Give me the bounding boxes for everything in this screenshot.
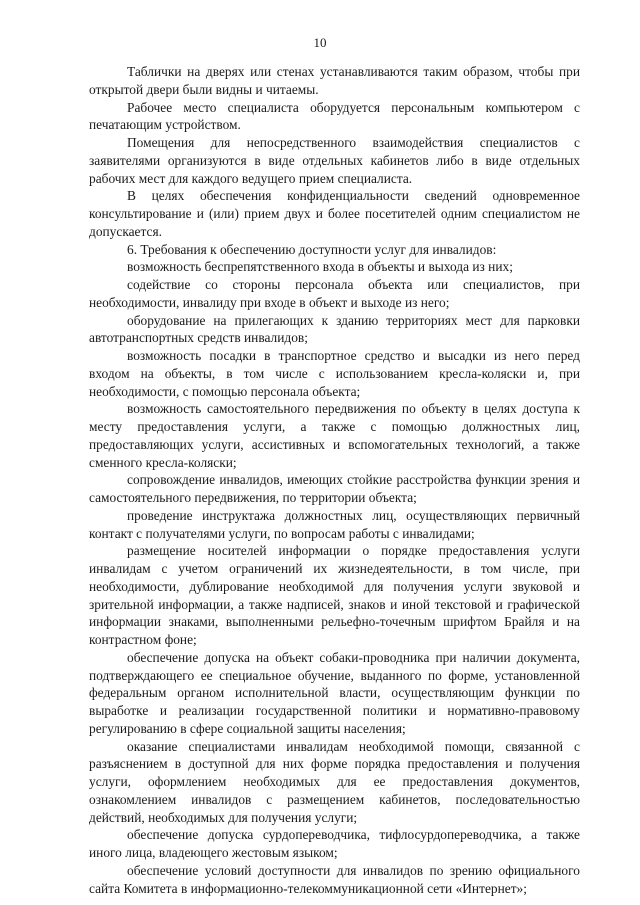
list-item-guide-dog: обеспечение допуска на объект собаки-проводника при наличии документа, подтверждающего ее специальное обучение, выданного по форме, установленной федеральным органом исполнительной власти, осуществляющим функции по выработке и реализации государственной политики и нормативно-правовому регулированию в сфере социальной защиты населения; — [89, 649, 580, 736]
paragraph-confidentiality: В целях обеспечения конфиденциальности сведений одновременное консультирование и (или) прием двух и более посетителей одним специалистом не допускается. — [89, 188, 580, 239]
list-item-independent-movement: возможность самостоятельного передвижения по объекту в целях доступа к месту предоставления услуги, а также с помощью должностных лиц, предоставляющих услуги, ассистивных и вспомогательных технологий, а также сменного кресла-коляски; — [89, 401, 580, 470]
list-item-staff-assistance: содействие со стороны персонала объекта или специалистов, при необходимости, инвалиду при входе в объект и выходе из него; — [89, 277, 580, 310]
list-item-sign-interpreter: обеспечение допуска сурдопереводчика, тифлосурдопереводчика, а также иного лица, владеющего жестовым языком; — [89, 827, 580, 860]
list-item-escort: сопровождение инвалидов, имеющих стойкие расстройства функции зрения и самостоятельного передвижения, по территории объекта; — [89, 472, 580, 505]
list-item-website-accessibility: обеспечение условий доступности для инвалидов по зрению официального сайта Комитета в информационно-телекоммуникационной сети «Интернет»; — [89, 862, 580, 896]
list-item-staff-briefing: проведение инструктажа должностных лиц, осуществляющих первичный контакт с получателями услуги, по вопросам работы с инвалидами; — [89, 507, 580, 541]
list-item-vehicle-boarding: возможность посадки в транспортное средство и высадки из него перед входом на объекты, в том числе с использованием кресла-коляски и, при необходимости, с помощью персонала объекта; — [89, 348, 580, 399]
paragraph-rooms: Помещения для непосредственного взаимодействия специалистов с заявителями организуются в виде отдельных кабинетов либо в виде отдельных рабочих мест для каждого ведущего прием специалиста. — [89, 135, 580, 186]
list-item-specialist-help: оказание специалистами инвалидам необходимой помощи, связанной с разъяснением в доступной для них форме порядка предоставления и получения услуги, оформлением необходимых для ее предоставления документов, ознакомлением инвалидов с размещением кабинетов, последовательностью действий, необходимых для получения услуги; — [89, 738, 580, 825]
paragraph-section-6-heading: 6. Требования к обеспечению доступности услуг для инвалидов: — [127, 241, 497, 257]
paragraph-door-signs: Таблички на дверях или стенах устанавливаются таким образом, чтобы при открытой двери были видны и читаемы. — [89, 64, 580, 97]
list-item-entry-access: возможность беспрепятственного входа в объекты и выхода из них; — [127, 259, 513, 275]
page-number: 10 — [313, 35, 327, 50]
list-item-parking: оборудование на прилегающих к зданию территориях мест для парковки автотранспортных средств инвалидов; — [89, 312, 580, 346]
list-item-information-placement: размещение носителей информации о порядке предоставления услуги инвалидам с учетом ограничений их жизнедеятельности, в том числе, при необходимости, дублирование необходимой для получения услуги звуковой и зрительной информации, а также надписей, знаков и иной текстовой и графической информации знаками, выполненными рельефно-точечным шрифтом Брайля и на контрастном фоне; — [89, 543, 580, 647]
document-body — [89, 63, 580, 897]
paragraph-workplace: Рабочее место специалиста оборудуется персональным компьютером с печатающим устройством. — [89, 99, 580, 133]
